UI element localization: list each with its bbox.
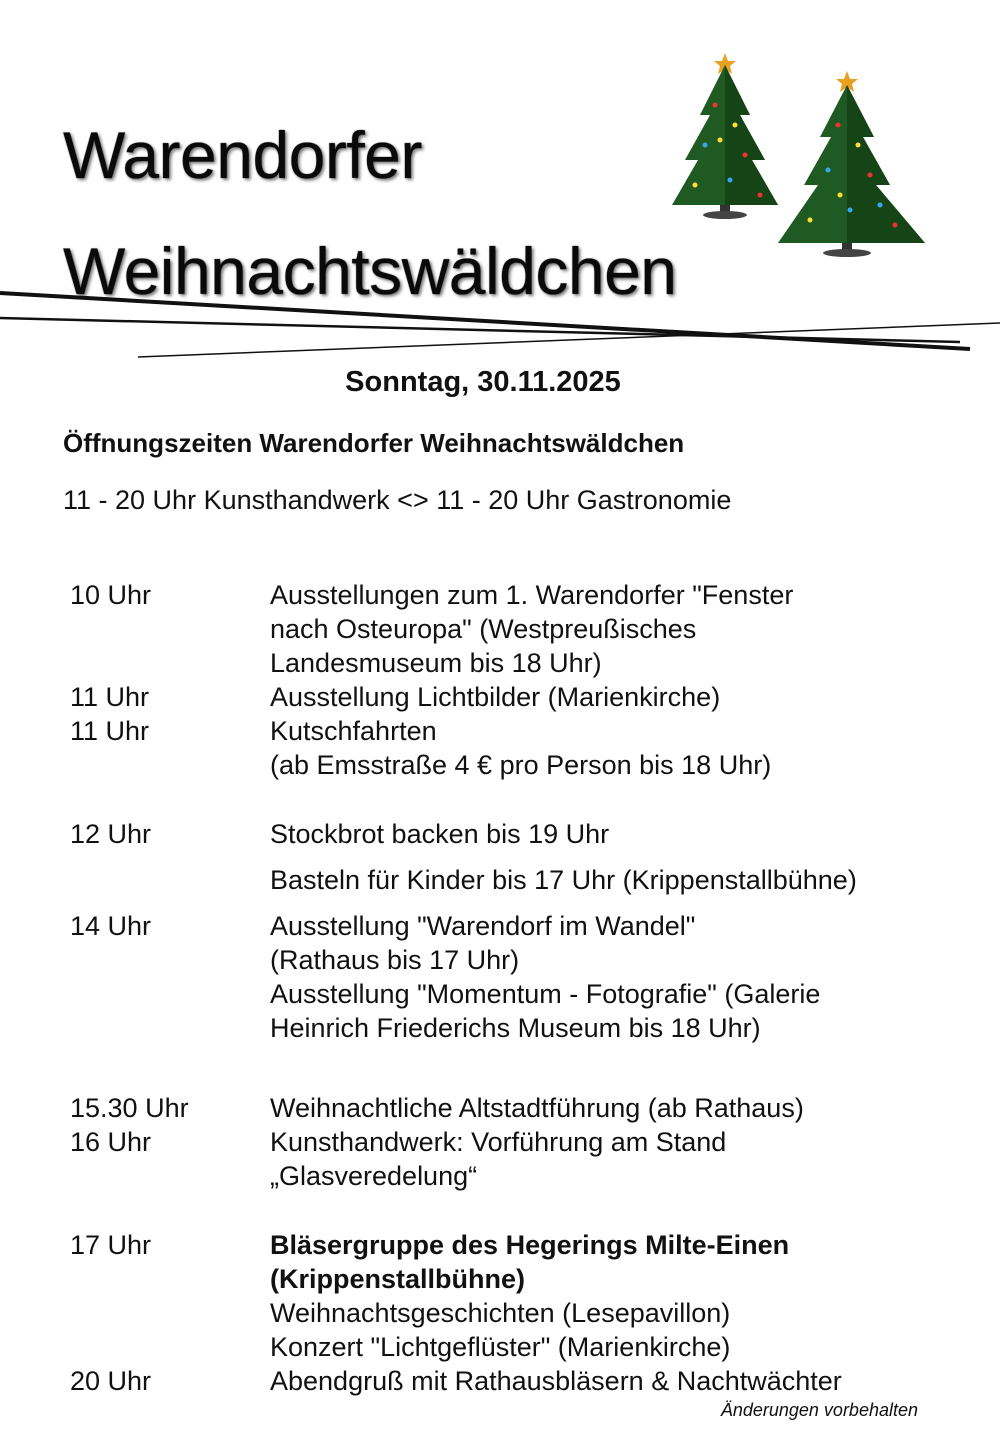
schedule-time <box>70 863 270 897</box>
schedule-desc <box>270 817 950 851</box>
schedule-row <box>70 578 950 680</box>
desc-line: nach Osteuropa" (Westpreußisches <box>270 614 697 644</box>
schedule-time: 20 Uhr <box>70 1366 152 1396</box>
footnote: Änderungen vorbehalten <box>720 1400 918 1420</box>
schedule-desc <box>270 1125 950 1193</box>
schedule-time: 11 Uhr <box>70 716 150 746</box>
schedule-desc <box>270 1364 950 1398</box>
schedule-desc <box>270 578 950 680</box>
desc-line: Konzert "Lichtgeflüster" (Marienkirche) <box>270 1332 731 1362</box>
desc-line: Landesmuseum bis 18 Uhr) <box>270 648 602 678</box>
schedule-row <box>70 1091 950 1125</box>
schedule-desc <box>270 863 950 897</box>
opening-hours: 11 - 20 Uhr Kunsthandwerk <> 11 - 20 Uhr Gastronomie <box>63 485 732 515</box>
desc-line: Ausstellungen zum 1. Warendorfer "Fenster <box>270 580 794 610</box>
schedule-desc <box>270 680 950 714</box>
schedule-row <box>70 1364 950 1398</box>
schedule-row <box>70 680 950 714</box>
schedule-row <box>70 817 950 851</box>
christmas-trees-icon <box>660 45 930 275</box>
decorative-lines <box>0 280 1000 370</box>
desc-line: (ab Emsstraße 4 € pro Person bis 18 Uhr) <box>270 750 772 780</box>
desc-line: Heinrich Friederichs Museum bis 18 Uhr) <box>270 1013 761 1043</box>
desc-line: Kunsthandwerk: Vorführung am Stand <box>270 1127 727 1157</box>
desc-line: Weihnachtliche Altstadtführung (ab Rathaus) <box>270 1093 804 1123</box>
schedule-row <box>70 1125 950 1193</box>
schedule-time: 17 Uhr <box>70 1230 152 1260</box>
desc-line: Ausstellung "Warendorf im Wandel" <box>270 911 696 941</box>
title-line-2: Weihnachtswäldchen <box>63 234 677 308</box>
schedule-desc <box>270 714 950 782</box>
desc-line: Basteln für Kinder bis 17 Uhr (Krippenstallbühne) <box>270 865 857 895</box>
schedule-time: 11 Uhr <box>70 682 150 712</box>
desc-line: Ausstellung "Momentum - Fotografie" (Galerie <box>270 979 821 1009</box>
schedule <box>70 578 950 1398</box>
schedule-desc <box>270 909 950 1045</box>
desc-line: „Glasveredelung“ <box>270 1161 478 1191</box>
desc-line: Kutschfahrten <box>270 716 437 746</box>
schedule-row <box>70 863 950 897</box>
schedule-time: 16 Uhr <box>70 1127 152 1157</box>
desc-line: Stockbrot backen bis 19 Uhr <box>270 819 610 849</box>
schedule-time: 10 Uhr <box>70 580 152 610</box>
desc-line: Ausstellung Lichtbilder (Marienkirche) <box>270 682 721 712</box>
schedule-time: 14 Uhr <box>70 911 152 941</box>
desc-line: Bläsergruppe des Hegerings Milte-Einen <box>270 1230 790 1260</box>
desc-line: (Krippenstallbühne) <box>270 1264 525 1294</box>
schedule-time: 15.30 Uhr <box>70 1093 189 1123</box>
event-date: Sonntag, 30.11.2025 <box>345 366 621 398</box>
desc-line: Weihnachtsgeschichten (Lesepavillon) <box>270 1298 731 1328</box>
schedule-desc <box>270 1228 950 1364</box>
schedule-row <box>70 1228 950 1364</box>
schedule-desc <box>270 1091 950 1125</box>
schedule-row <box>70 909 950 1045</box>
schedule-row <box>70 714 950 782</box>
desc-line: (Rathaus bis 17 Uhr) <box>270 945 520 975</box>
schedule-time: 12 Uhr <box>70 819 152 849</box>
title-line-1: Warendorfer <box>63 118 422 192</box>
opening-heading: Öffnungszeiten Warendorfer Weihnachtswäldchen <box>63 428 685 458</box>
desc-line: Abendgruß mit Rathausbläsern & Nachtwächter <box>270 1366 842 1396</box>
